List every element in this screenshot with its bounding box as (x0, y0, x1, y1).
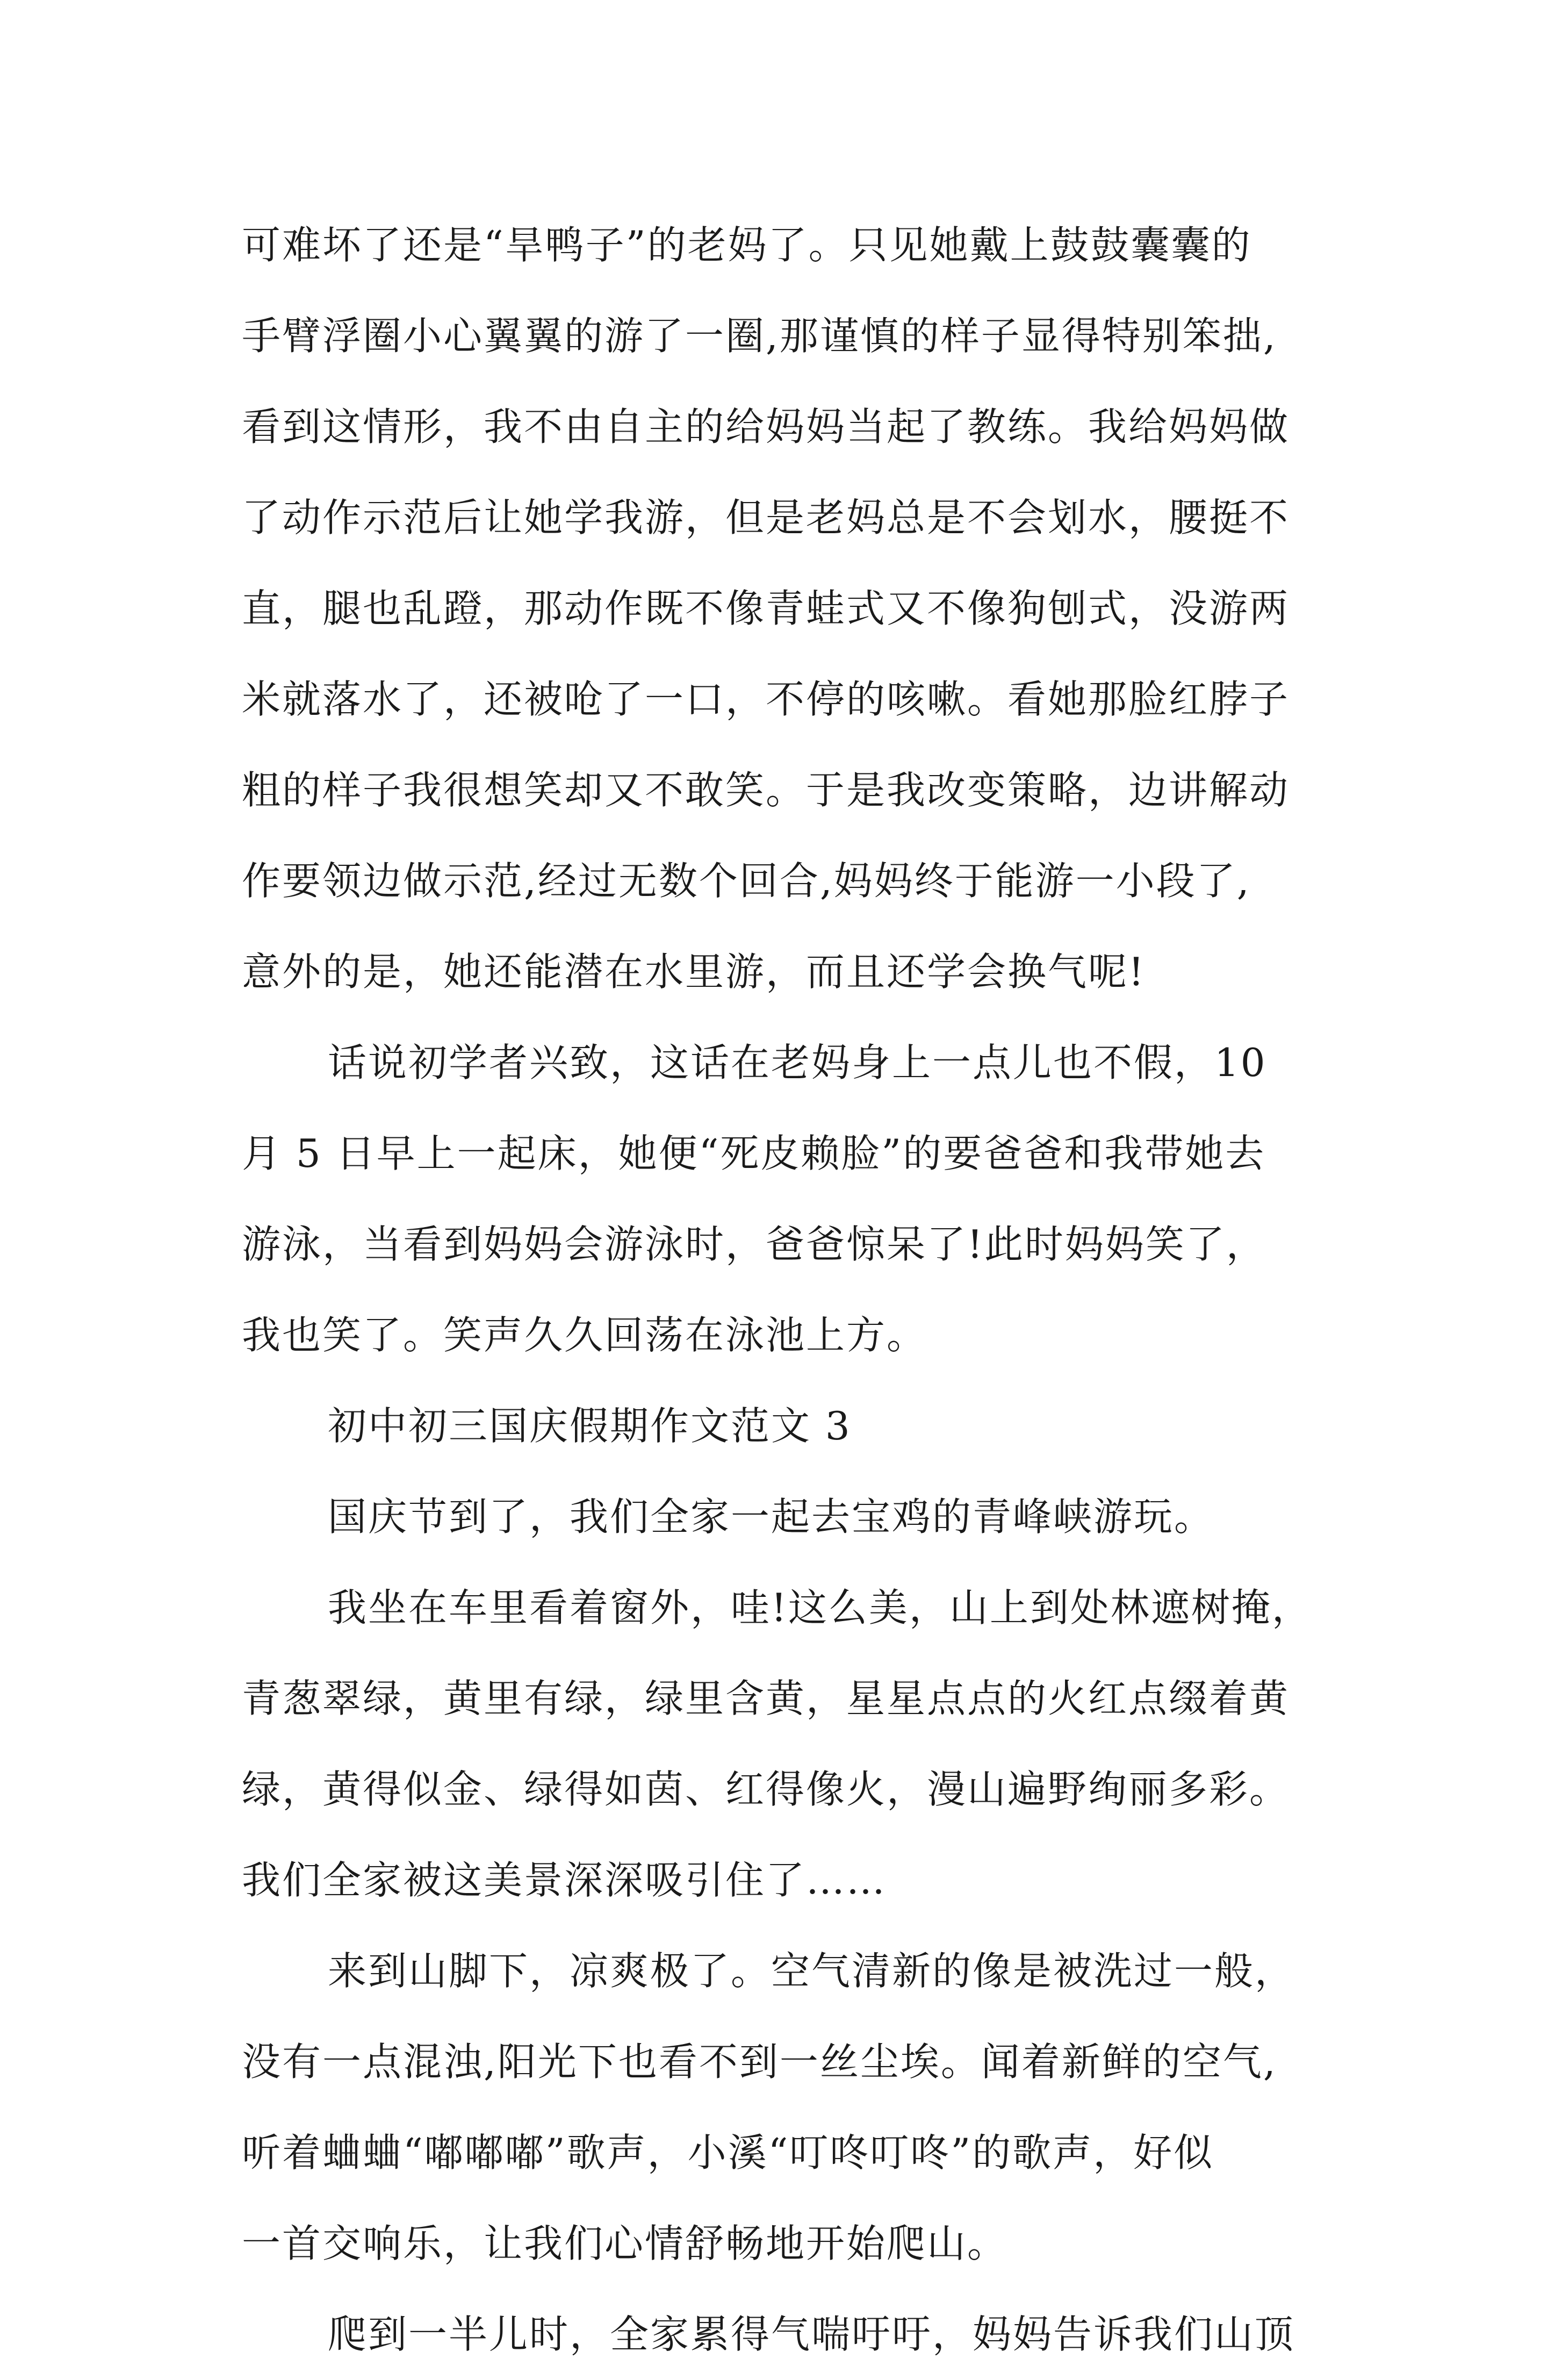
text-line: 了动作示范后让她学我游，但是老妈总是不会划水，腰挺不 (242, 495, 1290, 540)
text-line: 看到这情形，我不由自主的给妈妈当起了教练。我给妈妈做 (242, 404, 1290, 449)
text-line: 可难坏了还是“旱鸭子”的老妈了。只见她戴上鼓鼓囊囊的 (242, 223, 1252, 268)
text-line: 粗的样子我很想笑却又不敢笑。于是我改变策略，边讲解动 (242, 768, 1290, 813)
paragraph-start-line: 我坐在车里看着窗外，哇!这么美，山上到处林遮树掩， (328, 1585, 1312, 1630)
text-line: 直，腿也乱蹬，那动作既不像青蛙式又不像狗刨式，没游两 (242, 586, 1290, 631)
text-line: 青葱翠绿，黄里有绿，绿里含黄，星星点点的火红点缀着黄 (242, 1676, 1290, 1721)
essay-body (242, 200, 1359, 2380)
text-line: 我也笑了。笑声久久回荡在泳池上方。 (242, 1313, 927, 1358)
paragraph-start-line: 话说初学者兴致，这话在老妈身上一点儿也不假，10 (328, 1040, 1267, 1085)
text-line: 米就落水了，还被呛了一口，不停的咳嗽。看她那脸红脖子 (242, 677, 1290, 722)
text-line: 月 5 日早上一起床，她便“死皮赖脸”的要爸爸和我带她去 (242, 1131, 1266, 1176)
text-line: 意外的是，她还能潜在水里游，而且还学会换气呢! (242, 949, 1146, 994)
essay-title: 初中初三国庆假期作文范文 3 (328, 1403, 852, 1449)
text-line: 一首交响乐，让我们心情舒畅地开始爬山。 (242, 2221, 1008, 2266)
text-line: 游泳，当看到妈妈会游泳时，爸爸惊呆了!此时妈妈笑了， (242, 1222, 1266, 1267)
paragraph-start-line: 国庆节到了，我们全家一起去宝鸡的青峰峡游玩。 (328, 1494, 1215, 1539)
text-line: 没有一点混浊,阳光下也看不到一丝尘埃。闻着新鲜的空气, (242, 2039, 1277, 2084)
text-line: 作要领边做示范,经过无数个回合,妈妈终于能游一小段了, (242, 858, 1251, 904)
paragraph-start-line: 来到山脚下，凉爽极了。空气清新的像是被洗过一般， (328, 1948, 1295, 1994)
text-line: 我们全家被这美景深深吸引住了…… (242, 1858, 887, 1903)
text-line: 手臂浮圈小心翼翼的游了一圈,那谨慎的样子显得特别笨拙, (242, 313, 1277, 359)
paragraph-start-line: 爬到一半儿时，全家累得气喘吁吁，妈妈告诉我们山顶 (328, 2312, 1295, 2357)
text-line: 绿，黄得似金、绿得如茵、红得像火，漫山遍野绚丽多彩。 (242, 1767, 1290, 1812)
text-line: 听着蛐蛐“嘟嘟嘟”歌声，小溪“叮咚叮咚”的歌声，好似 (242, 2130, 1214, 2175)
